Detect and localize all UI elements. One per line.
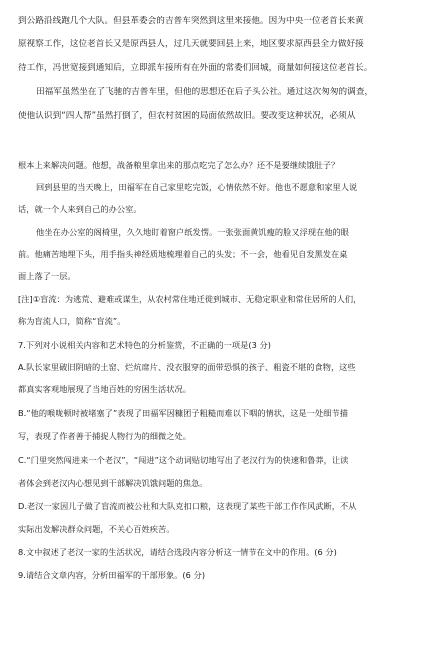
annotation-note: [注]①盲流：为逃荒、避难或谋生，从农村常住地迁徙到城市、无稳定职业和常住居所的人们， [18, 294, 362, 304]
question-8: 8.文中叙述了老汉一家的生活状况，请结合选段内容分析这一情节在文中的作用。(6 分) [18, 547, 337, 557]
passage-line: 回到县里的当天晚上，田福军在自己家里吃完饭，心情依然不好。他也不愿意和家里人说 [36, 182, 358, 192]
question-7-option-d: 实际出发解决群众问题，不关心百姓疾苦。 [18, 524, 175, 534]
question-7-stem: 7.下列对小说相关内容和艺术特色的分析鉴赏，不正确的一项是(3 分) [18, 340, 271, 350]
question-7-option-d: D.老汉一家因儿子做了盲流而被公社和大队克扣口粮，这表现了某些干部工作作风武断，不从 [18, 501, 357, 511]
question-7-option-a: A.队长家里破旧阴暗的土窑、烂炕席片、没衣服穿的面带恐惧的孩子、粗瓷不堪的食物，这些 [18, 362, 356, 372]
passage-line: 到公路沿线跑几个大队。但县革委会的吉普车突然到这里来接他。因为中央一位老首长来黄 [18, 16, 364, 26]
question-7-option-b: 写，表现了作者善于捕捉人物行为的细微之处。 [18, 431, 191, 441]
passage-line: 田福军虽然坐在了飞驰的吉普车里，但他的思想还在后子头公社。通过这次匆匆的调查， [36, 87, 374, 97]
passage-line: 面上落了一层。 [18, 271, 76, 281]
question-7-option-a: 都真实客观地展现了当地百姓的穷困生活状况。 [18, 384, 191, 394]
passage-line: 待工作，冯世宽接到通知后，立即派车接所有在外面的常委们回城，商量如何接这位老首长。 [18, 63, 373, 73]
passage-line: 根本上来解决问题。他想，战备粮里拿出来的那点吃完了怎么办？还不是要继续饿肚子？ [18, 160, 340, 170]
passage-line: 话，就一个人来到自己的办公室。 [18, 204, 142, 214]
question-9: 9.请结合文章内容，分析田福军的干部形象。(6 分) [18, 570, 206, 580]
question-7-option-c: C.“门里突然闯进来一个老汉”，“闯进”这个动词贴切地写出了老汉行为的快速和鲁莽，让读 [18, 455, 349, 465]
question-7-option-b: B.“他的喉咙顿时被堵塞了”表现了田福军因糠团子粗糙而难以下咽的情状，这是一处细节描 [18, 408, 348, 418]
passage-line: 前。他痛苦地埋下头，用手指头神经质地梳理着自己的头发；不一会，他看见自发黑发在桌 [18, 249, 348, 259]
question-7-option-c: 者体会到老汉内心想见到干部解决饥饿问题的焦急。 [18, 478, 208, 488]
annotation-note: 称为盲流人口，简称“盲流”。 [18, 316, 126, 326]
passage-line: 使他认识到“四人帮”虽然打倒了，但农村贫困的局面依然故旧。要改变这种状况，必须从 [18, 111, 356, 121]
passage-line: 原视察工作，这位老首长又是原西县人，过几天就要回县上来，地区要求原西县全力做好接 [18, 39, 364, 49]
passage-line: 他坐在办公室的阁椅里，久久地盯着窗户纸发愣。一张张面黄饥瘦的脸又浮现在他的眼 [36, 227, 350, 237]
